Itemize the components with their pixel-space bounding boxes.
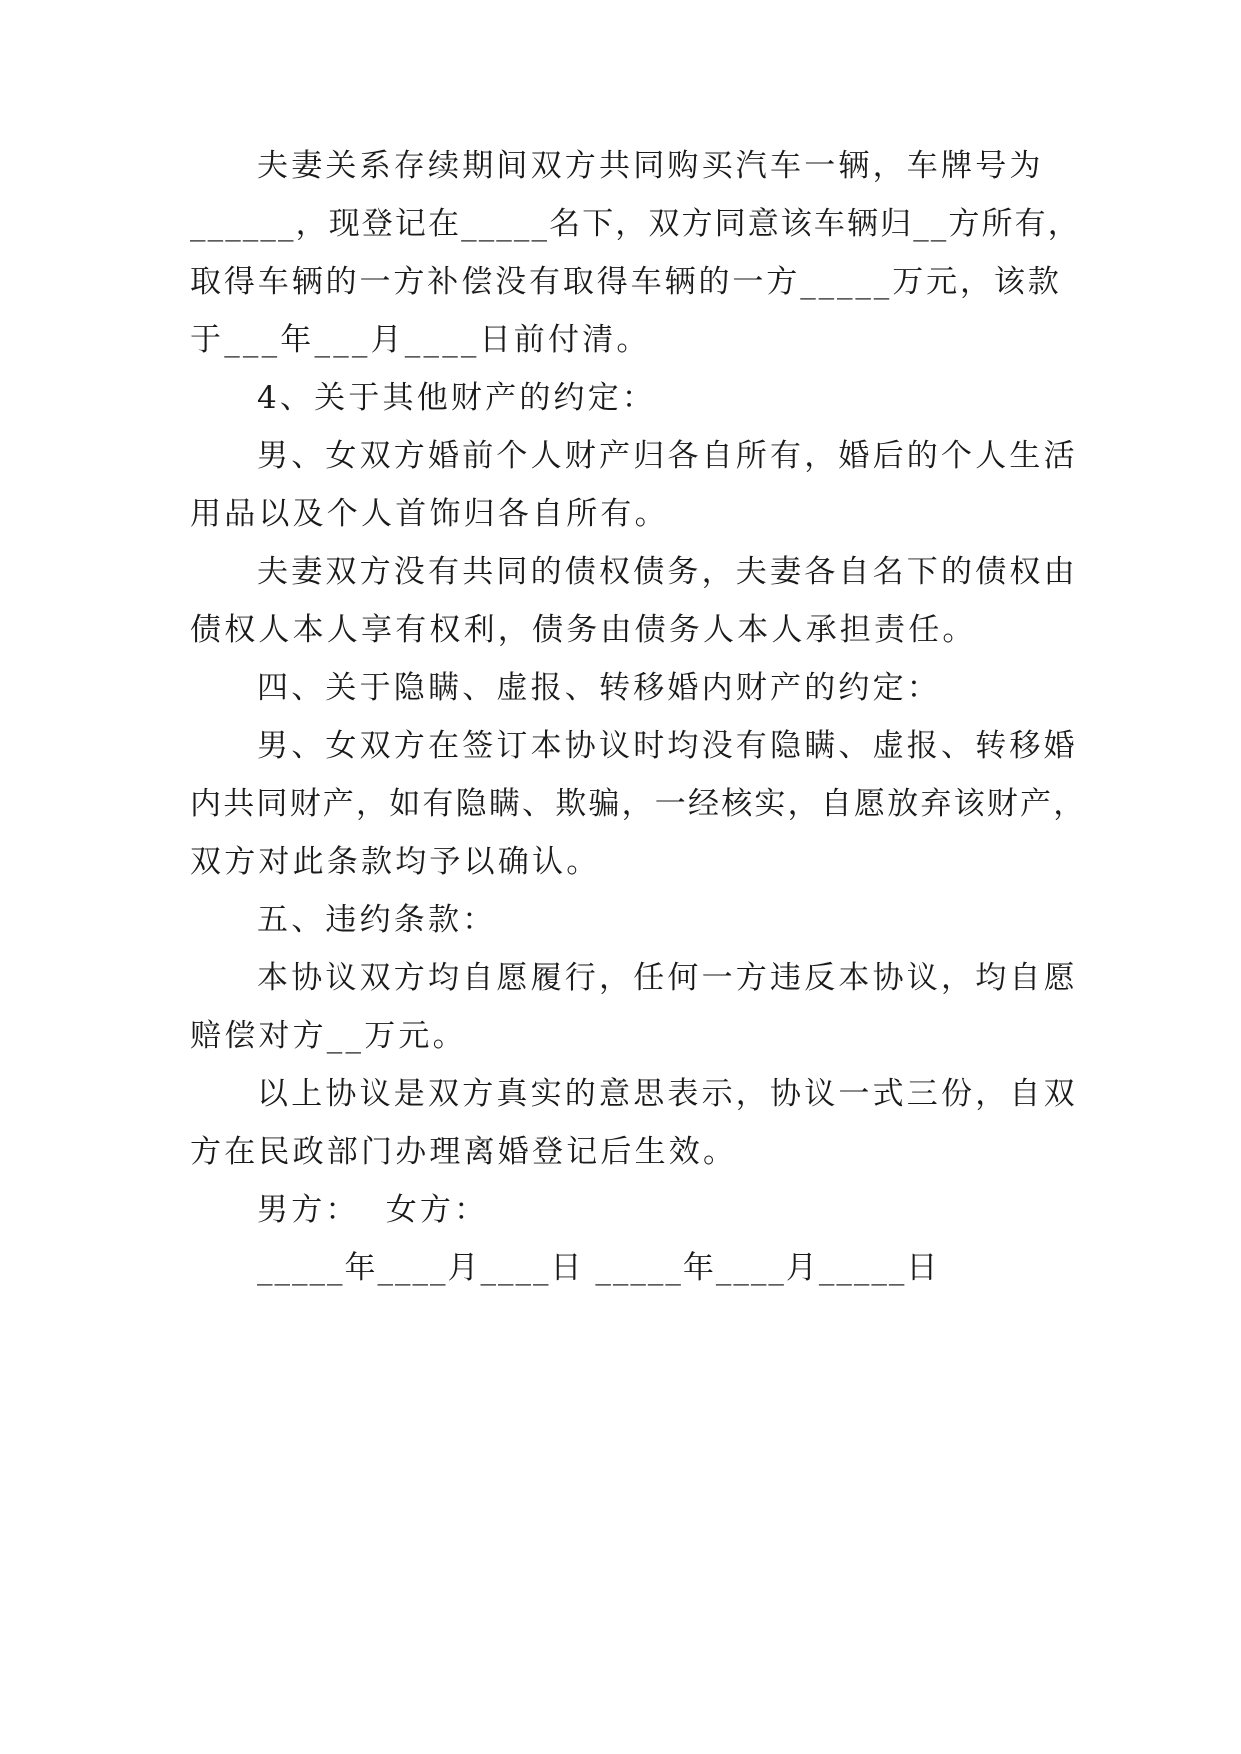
paragraph-line: 于___年___月____日前付清。 (190, 322, 651, 358)
paragraph-line: 男、女双方在签订本协议时均没有隐瞒、虚报、转移婚 (257, 728, 1078, 764)
paragraph-line: 夫妻双方没有共同的债权债务，夫妻各自名下的债权由 (257, 554, 1078, 590)
paragraph-line: 债权人本人享有权利，债务由债务人本人承担责任。 (190, 612, 977, 648)
paragraph-line: 本协议双方均自愿履行，任何一方违反本协议，均自愿 (257, 960, 1078, 996)
section-heading: 4、关于其他财产的约定： (257, 380, 657, 416)
paragraph-line: 以上协议是双方真实的意思表示，协议一式三份，自双 (257, 1076, 1078, 1112)
paragraph-line: 夫妻关系存续期间双方共同购买汽车一辆，车牌号为 (257, 148, 1044, 184)
paragraph-line: 赔偿对方__万元。 (190, 1018, 467, 1054)
paragraph-line: 用品以及个人首饰归各自所有。 (190, 496, 669, 532)
section-heading: 四、关于隐瞒、虚报、转移婚内财产的约定： (257, 670, 941, 706)
signature-labels: 男方： 女方： (257, 1192, 489, 1228)
paragraph-line: 方在民政部门办理离婚登记后生效。 (190, 1134, 738, 1170)
section-heading: 五、违约条款： (257, 902, 497, 938)
paragraph-line: 男、女双方婚前个人财产归各自所有，婚后的个人生活 (257, 438, 1078, 474)
signature-dates: _____年____月____日 _____年____月_____日 (257, 1250, 940, 1286)
paragraph-line: ______，现登记在_____名下，双方同意该车辆归__方所有， (190, 206, 1081, 242)
paragraph-line: 内共同财产，如有隐瞒、欺骗，一经核实，自愿放弃该财产， (190, 786, 1087, 822)
paragraph-line: 双方对此条款均予以确认。 (190, 844, 601, 880)
paragraph-line: 取得车辆的一方补偿没有取得车辆的一方_____万元，该款 (190, 264, 1062, 300)
